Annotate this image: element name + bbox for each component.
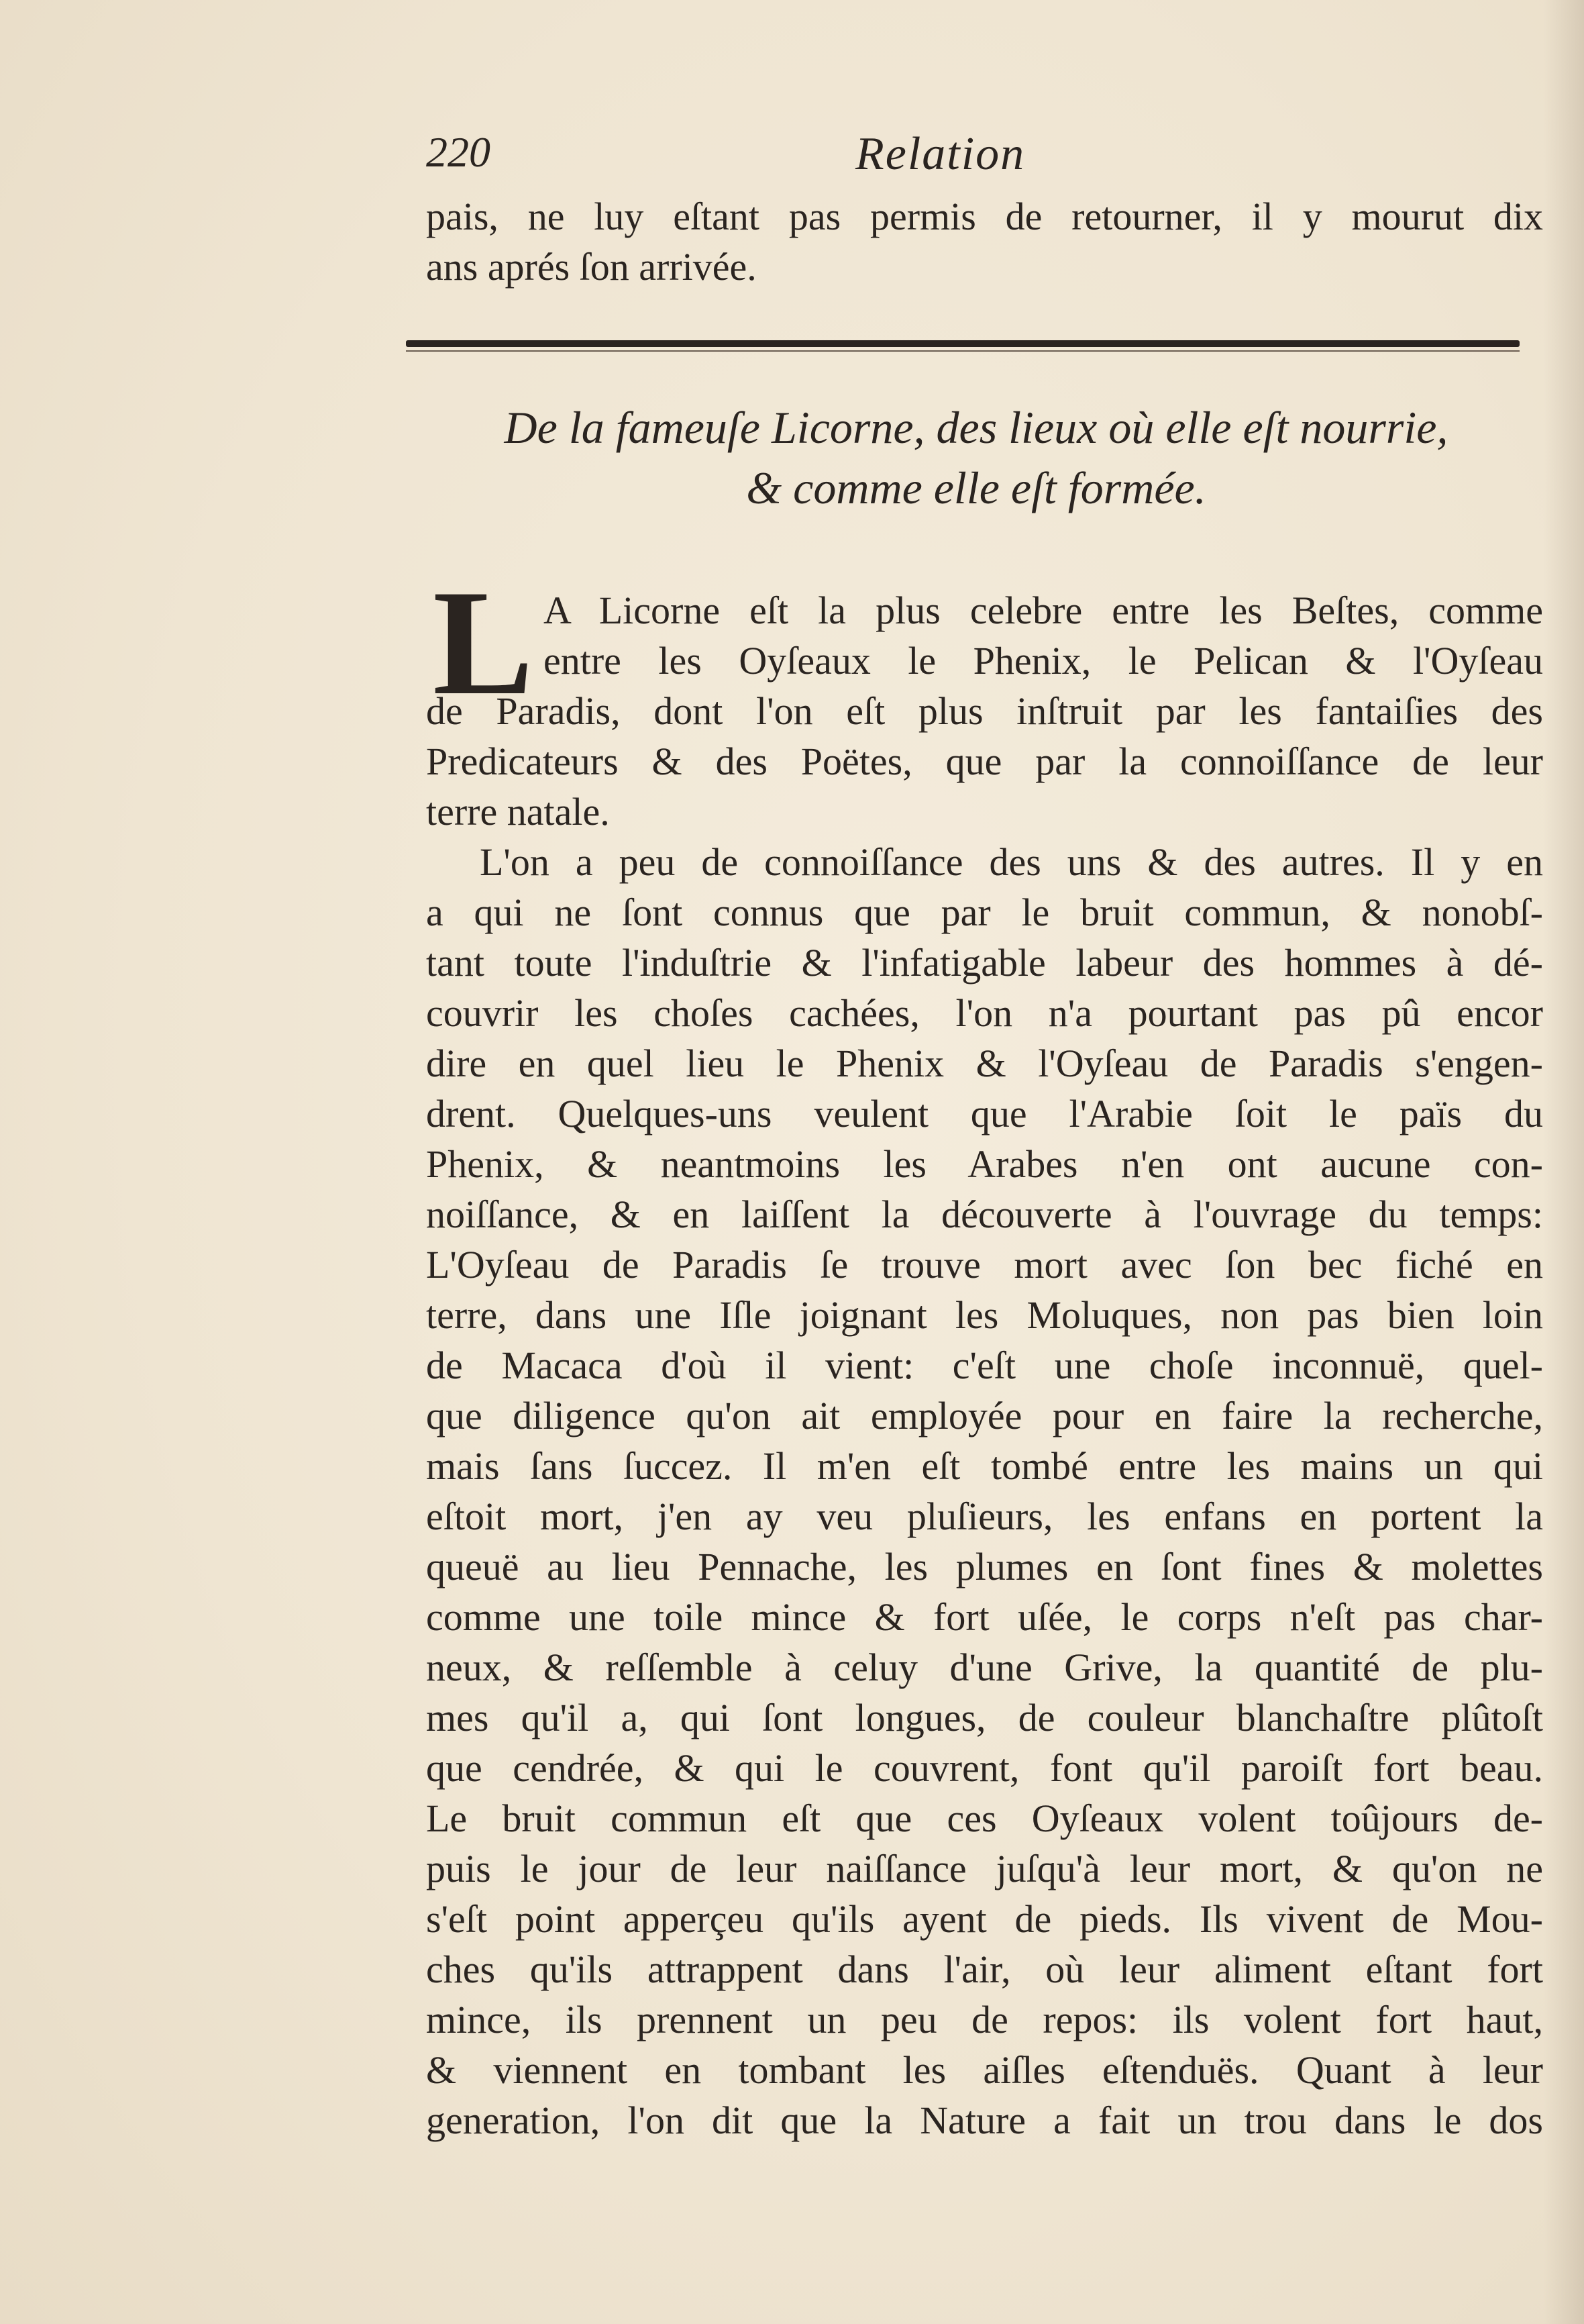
text-line: Predicateurs & des Poëtes, que par la connoiſſance de leur	[426, 740, 1543, 783]
page-number: 220	[426, 128, 490, 176]
text-line: de Paradis, dont l'on eſt plus inſtruit par les fantaiſies des	[426, 689, 1543, 733]
text-line: mes qu'il a, qui ſont longues, de couleur blanchaſtre plûtoſt	[426, 1696, 1543, 1739]
intro-paragraph	[426, 191, 1543, 292]
text-line: noiſſance, & en laiſſent la découverte à l'ouvrage du temps:	[426, 1193, 1543, 1236]
section-rule-thin	[406, 350, 1520, 352]
text-line: ches qu'ils attrappent dans l'air, où leur aliment eſtant fort	[426, 1948, 1543, 1991]
text-line: que cendrée, & qui le couvrent, font qu'il paroiſt fort beau.	[426, 1746, 1543, 1790]
heading-line: De la fameuſe Licorne, des lieux où elle eſt nourrie,	[504, 402, 1448, 453]
section-rule	[406, 340, 1520, 347]
text-line: & viennent en tombant les aiſles eſtenduës. Quant à leur	[426, 2048, 1543, 2092]
page-edge-shadow	[1544, 0, 1584, 2324]
text-line: mais ſans ſuccez. Il m'en eſt tombé entre les mains un qui	[426, 1444, 1543, 1488]
text-line: puis le jour de leur naiſſance juſqu'à leur mort, & qu'on ne	[426, 1847, 1543, 1890]
heading-line: & comme elle eſt formée.	[746, 462, 1206, 513]
text-line: a qui ne ſont connus que par le bruit commun, & nonobſ-	[426, 891, 1543, 934]
text-line: terre natale.	[426, 790, 610, 833]
running-title: Relation	[855, 128, 1026, 180]
text-line: comme une toile mince & fort uſée, le corps n'eſt pas char-	[426, 1595, 1543, 1639]
text-line: neux, & reſſemble à celuy d'une Grive, la quantité de plu-	[426, 1646, 1543, 1689]
text-line: Le bruit commun eſt que ces Oyſeaux volent toûjours de-	[426, 1797, 1543, 1840]
text-line: L'Oyſeau de Paradis ſe trouve mort avec ſon bec fiché en	[426, 1243, 1543, 1286]
paragraph-2	[426, 837, 1543, 2145]
drop-cap: L	[433, 558, 534, 726]
text-line: de Macaca d'où il vient: c'eſt une choſe inconnuë, quel-	[426, 1344, 1543, 1387]
text-line: L'on a peu de connoiſſance des uns & des autres. Il y en	[480, 840, 1543, 884]
text-line: generation, l'on dit que la Nature a fait un trou dans le dos	[426, 2099, 1543, 2142]
text-line: A Licorne eſt la plus celebre entre les Beſtes, comme	[543, 589, 1543, 632]
paragraph-1	[426, 558, 1543, 837]
running-head	[426, 121, 1097, 195]
text-line: queuë au lieu Pennache, les plumes en ſont fines & molettes	[426, 1545, 1543, 1588]
text-line: terre, dans une Iſle joignant les Moluques, non pas bien loin	[426, 1293, 1543, 1337]
text-line: Phenix, & neantmoins les Arabes n'en ont aucune con-	[426, 1142, 1543, 1186]
text-line: pais, ne luy eſtant pas permis de retourner, il y mourut dix	[426, 195, 1543, 238]
text-line: drent. Quelques-uns veulent que l'Arabie ſoit le païs du	[426, 1092, 1543, 1135]
text-line: dire en quel lieu le Phenix & l'Oyſeau de Paradis s'engen-	[426, 1042, 1543, 1085]
text-line: s'eſt point apperçeu qu'ils ayent de pieds. Ils vivent de Mou-	[426, 1897, 1543, 1941]
text-line: ans aprés ſon arrivée.	[426, 245, 757, 289]
text-line: que diligence qu'on ait employée pour en faire la recherche,	[426, 1394, 1543, 1437]
text-line: mince, ils prennent un peu de repos: ils volent fort haut,	[426, 1998, 1543, 2041]
text-line: eſtoit mort, j'en ay veu pluſieurs, les enfans en portent la	[426, 1495, 1543, 1538]
chapter-heading	[403, 397, 1550, 518]
text-line: couvrir les choſes cachées, l'on n'a pourtant pas pû encor	[426, 991, 1543, 1035]
text-line: tant toute l'induſtrie & l'infatigable labeur des hommes à dé-	[426, 941, 1543, 984]
text-line: entre les Oyſeaux le Phenix, le Pelican & l'Oyſeau	[543, 639, 1543, 683]
